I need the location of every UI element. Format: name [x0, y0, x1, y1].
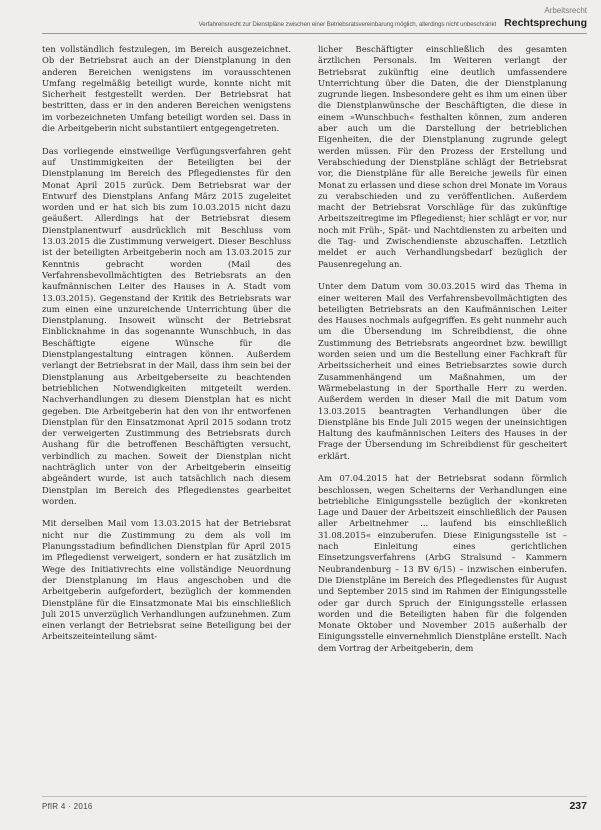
header-rule — [42, 33, 587, 34]
paragraph: ten vollständlich festzulegen, im Bereich ausgezeichnet. Ob der Betriebsrat auch an der Dienstplanung in den anderen Bereichen wenigstens im vorausschtenen Umfang regelmäßig beteiligt wurde, konnte nicht mit Sicherheit festgestellt werden. Der Betriebsrat hat bestritten, dass er in den anderen Bereichen wenigstens im vorbezeichneten Umfang beteiligt worden sei. Dass in die Arbeitgeberin nicht substantiiert entgegengetreten. — [42, 44, 291, 134]
page-number: 237 — [569, 800, 587, 812]
paragraph: licher Beschäftigter einschließlich des gesamten ärztlichen Personals. Im Weiteren verlangt der Betriebsrat zukünftig eine deutlich umfassendere Unterrichtung über die Daten, die der Dienstplanung zugrunde liegen. Insbesondere geht es ihm um einen über die Dienstplanwünsche der Beschäftigten, die diese in einem »Wunschbuch« festhalten können, zum anderen aber auch um die Darstellung der betrieblichen Eigenheiten, die der Dienstplanung zugrunde gelegt werden müssen. Für den Prozess der Erstellung und Verabschiedung der Dienstpläne schlägt der Betriebsrat vor, die Dienstpläne für alle Bereiche jeweils für einen Monat zu erlassen und diese schon drei Monate im Voraus zu verabschieden und zu veröffentlichen. Außerdem macht der Betriebsrat Vorschläge für das zukünftige Arbeitszeitregime im Pflegedienst; hier schlägt er vor, nur noch mit Früh-, Spät- und Nachtdiensten zu arbeiten und die Tag- und Zwischendienste abzuschaffen. Letztlich meldet er auch Verhandlungsbedarf bezüglich der Pausenregelung an. — [318, 44, 567, 269]
page-footer — [42, 800, 587, 816]
left-column — [42, 44, 291, 654]
running-header-subtitle: Verfahrensrecht zur Dienstpläne zwischen einer Betriebsratsvereinbarung möglich, allerdings nicht unbeschränkt — [198, 21, 497, 28]
running-header — [42, 17, 587, 31]
paragraph: Mit derselben Mail vom 13.03.2015 hat der Betriebsrat nicht nur die Zustimmung zu dem als voll im Planungsstadium befindlichen Dienstplan für April 2015 im Pflegedienst verweigert, sondern er hat zusätzlich im Wege des Initiativrechts eine vollständige Neuordnung der Dienstplanung im Haus angeschoben und die Arbeitgeberin aufgefordert, bezüglich der kommenden Dienstpläne für die Einsatzmonate Mai bis einschließlich Juli 2015 unverzüglich Verhandlungen aufzunehmen. Zum einen verlangt der Betriebsrat seine Beteiligung bei der Arbeitszeiteinteilung sämt- — [42, 518, 291, 642]
section-title: Rechtsprechung — [504, 17, 587, 29]
paragraph: Am 07.04.2015 hat der Betriebsrat sodann förmlich beschlossen, wegen Scheiterns der Verhandlungen eine betriebliche Einigungsstelle bezüglich der »konkreten Lage und Dauer der Arbeitszeit einschließlich der Pausen aller Arbeitnehmer ... laufend bis einschließlich 31.08.2015« einzuberufen. Diese Einigungsstelle ist – nach Einleitung eines gerichtlichen Einsetzungsverfahrens (ArbG Stralsund – Kammern Neubrandenburg – 13 BV 6/15) – inzwischen einberufen. Die Dienstpläne im Bereich des Pflegedienstes für August und September 2015 sind im Rahmen der Einigungsstelle oder gar durch Spruch der Einigungsstelle erlassen worden und die Beteiligten haben für die folgenden Monate Oktober und November 2015 außerhalb der Einigungsstelle einvernehmlich Dienstpläne erstellt. Nach dem Vortrag der Arbeitgeberin, dem — [318, 473, 567, 653]
corner-label: Arbeitsrecht — [544, 6, 587, 15]
footer-rule — [42, 796, 587, 797]
paragraph: Das vorliegende einstweilige Verfügungsverfahren geht auf Unstimmigkeiten der Beteiligten bei der Dienstplanung im Bereich des Pflegedienstes für den Monat April 2015 zurück. Dem Betriebsrat war der Entwurf des Dienstplans Anfang März 2015 zugeleitet worden und er hat sich bis zum 10.03.2015 nicht dazu geäußert. Allerdings hat der Betriebsrat diesem Dienstplanentwurf ausdrücklich mit Beschluss vom 13.03.2015 die Zustimmung verweigert. Dieser Beschluss ist der beteiligten Arbeitgeberin noch am 13.03.2015 zur Kenntnis gebracht worden (Mail des Verfahrensbevollmächtigten des Betriebsrats an den kaufmännischen Leiter des Hauses in A. Stadt vom 13.03.2015). Gegenstand der Kritik des Betriebsrats war zum einen eine unzureichende Unterrichtung über die Dienstplanung. Insoweit wünscht der Betriebsrat Einblicknahme in das sogenannte Wunschbuch, in das Beschäftigte eigene Wünsche für die Dienstplangestaltung eintragen können. Außerdem verlangt der Betriebsrat in der Mail, dass ihm sein bei der Dienstplanung aus Arbeitgeberseite zu beachtenden betrieblichen Notwendigkeiten mitgeteilt werden. Nachverhandlungen zu diesem Dienstplan hat es nicht gegeben. Die Arbeitgeberin hat den von ihr entworfenen Dienstplan für den Einsatzmonat April 2015 sodann trotz der verweigerten Zustimmung des Betriebsrats durch Aushang für die betroffenen Beschäftigten versucht, verbindlich zu machen. Soweit der Dienstplan nicht nachträglich unter von der Arbeitgeberin einseitig abgeändert wurde, ist auch tatsächlich nach diesem Dienstplan im Bereich des Pflegedienstes gearbeitet worden. — [42, 145, 291, 506]
paragraph: Unter dem Datum vom 30.03.2015 wird das Thema in einer weiteren Mail des Verfahrensbevollmächtigten des beteiligten Betriebsrats an den Kaufmännischen Leiter des Hauses nochmals aufgegriffen. Es geht nunmehr auch um die Übersendung im Schreibdienst, die ohne Zustimmung des Betriebsrats angeordnet bzw. bewilligt worden seien und um die Bestellung einer Fachkraft für Arbeitssicherheit und eines Betriebsarztes sowie durch Zusammenhängend um Maßnahmen, um der Wärmebelastung in der Sporthalle Herr zu werden. Außerdem werden in dieser Mail die mit Datum vom 13.03.2015 beantragten Verhandlungen über die Dienstpläne bis Ende Juli 2015 wegen der uneinsichtigen Haltung des kaufmännischen Leiters des Hauses in der Frage der Übersendung im Schreibdienst für gescheitert erklärt. — [318, 281, 567, 461]
right-column — [318, 44, 567, 665]
journal-issue: PflR 4 · 2016 — [42, 802, 93, 811]
